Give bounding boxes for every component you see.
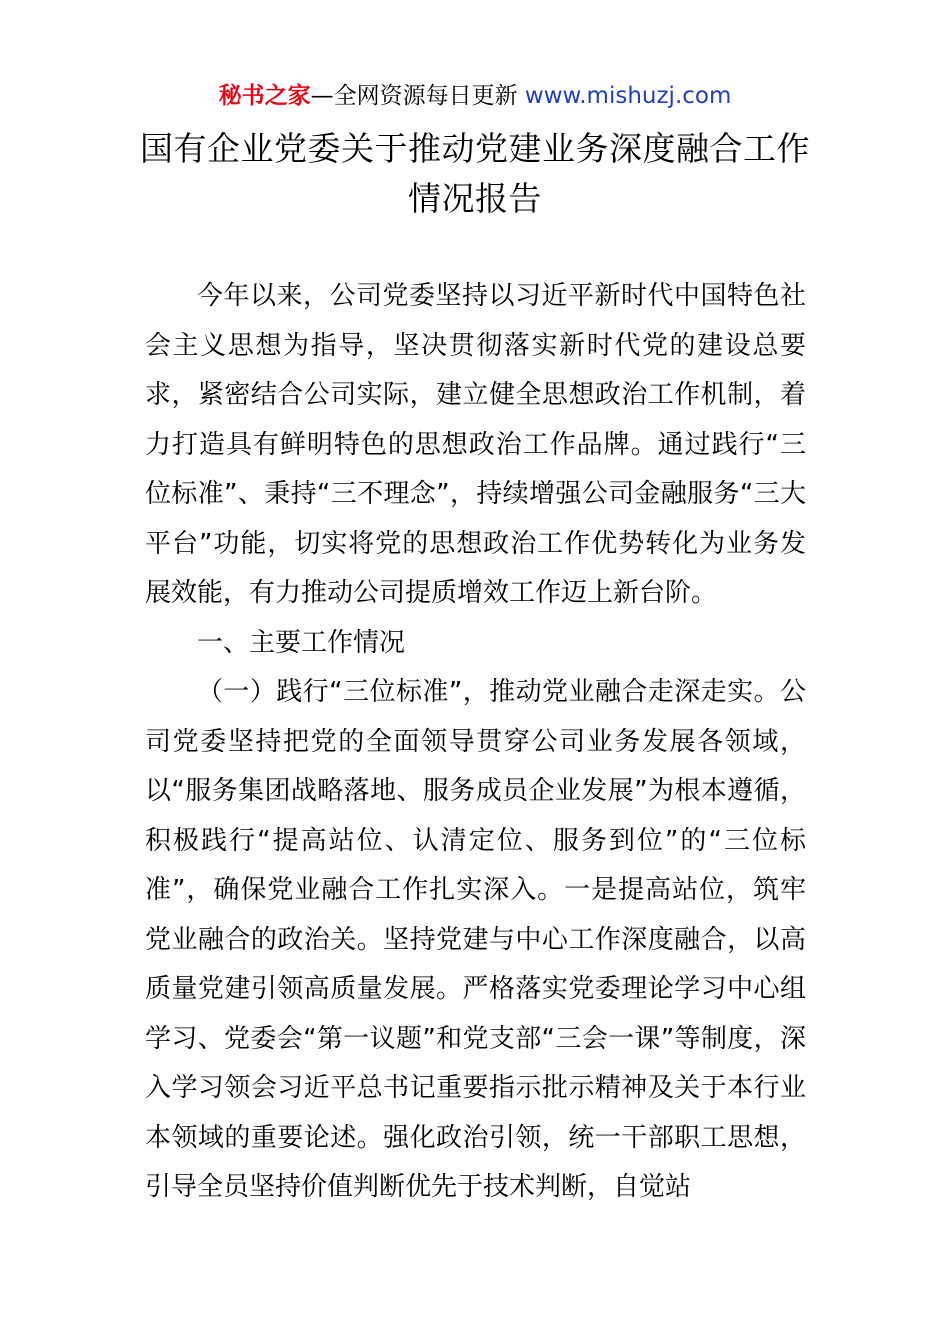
- intro-paragraph: 今年以来，公司党委坚持以习近平新时代中国特色社会主义思想为指导，坚决贯彻落实新时代党的建设总要求，紧密结合公司实际，建立健全思想政治工作机制，着力打造具有鲜明特色的思想政治工作品牌。通过践行“三位标准”、秉持“三不理念”，持续增强公司金融服务“三大平台”功能，切实将党的思想政治工作优势转化为业务发展效能，有力推动公司提质增效工作迈上新台阶。: [145, 281, 806, 608]
- section-paragraph: （一）践行“三位标准”，推动党业融合走深走实。公司党委坚持把党的全面领导贯穿公司业务发展各领域，以“服务集团战略落地、服务成员企业发展”为根本遵循，积极践行“提高站位、认清定位、服务到位”的“三位标准”，确保党业融合工作扎实深入。一是提高站位，筑牢党业融合的政治关。坚持党建与中心工作深度融合，以高质量党建引领高质量发展。严格落实党委理论学习中心组学习、党委会“第一议题”和党支部“三会一课”等制度，深入学习领会习近平总书记重要指示批示精神及关于本行业本领域的重要论述。强化政治引领，统一干部职工思想，引导全员坚持价值判断优先于技术判断，自觉站: [145, 677, 806, 1202]
- section-heading: 一、主要工作情况: [197, 627, 406, 658]
- document-title-line-2: 情况报告: [408, 179, 542, 218]
- document-title: [100, 124, 850, 224]
- website-link[interactable]: www.mishuzj.com: [524, 83, 732, 109]
- document-title-line-1: 国有企业党委关于推动党建业务深度融合工作: [140, 129, 810, 168]
- page-header: [0, 80, 950, 112]
- brand-name: 秘书之家: [218, 83, 311, 109]
- header-tagline: —全网资源每日更新: [310, 83, 518, 109]
- document-body: [145, 272, 806, 1213]
